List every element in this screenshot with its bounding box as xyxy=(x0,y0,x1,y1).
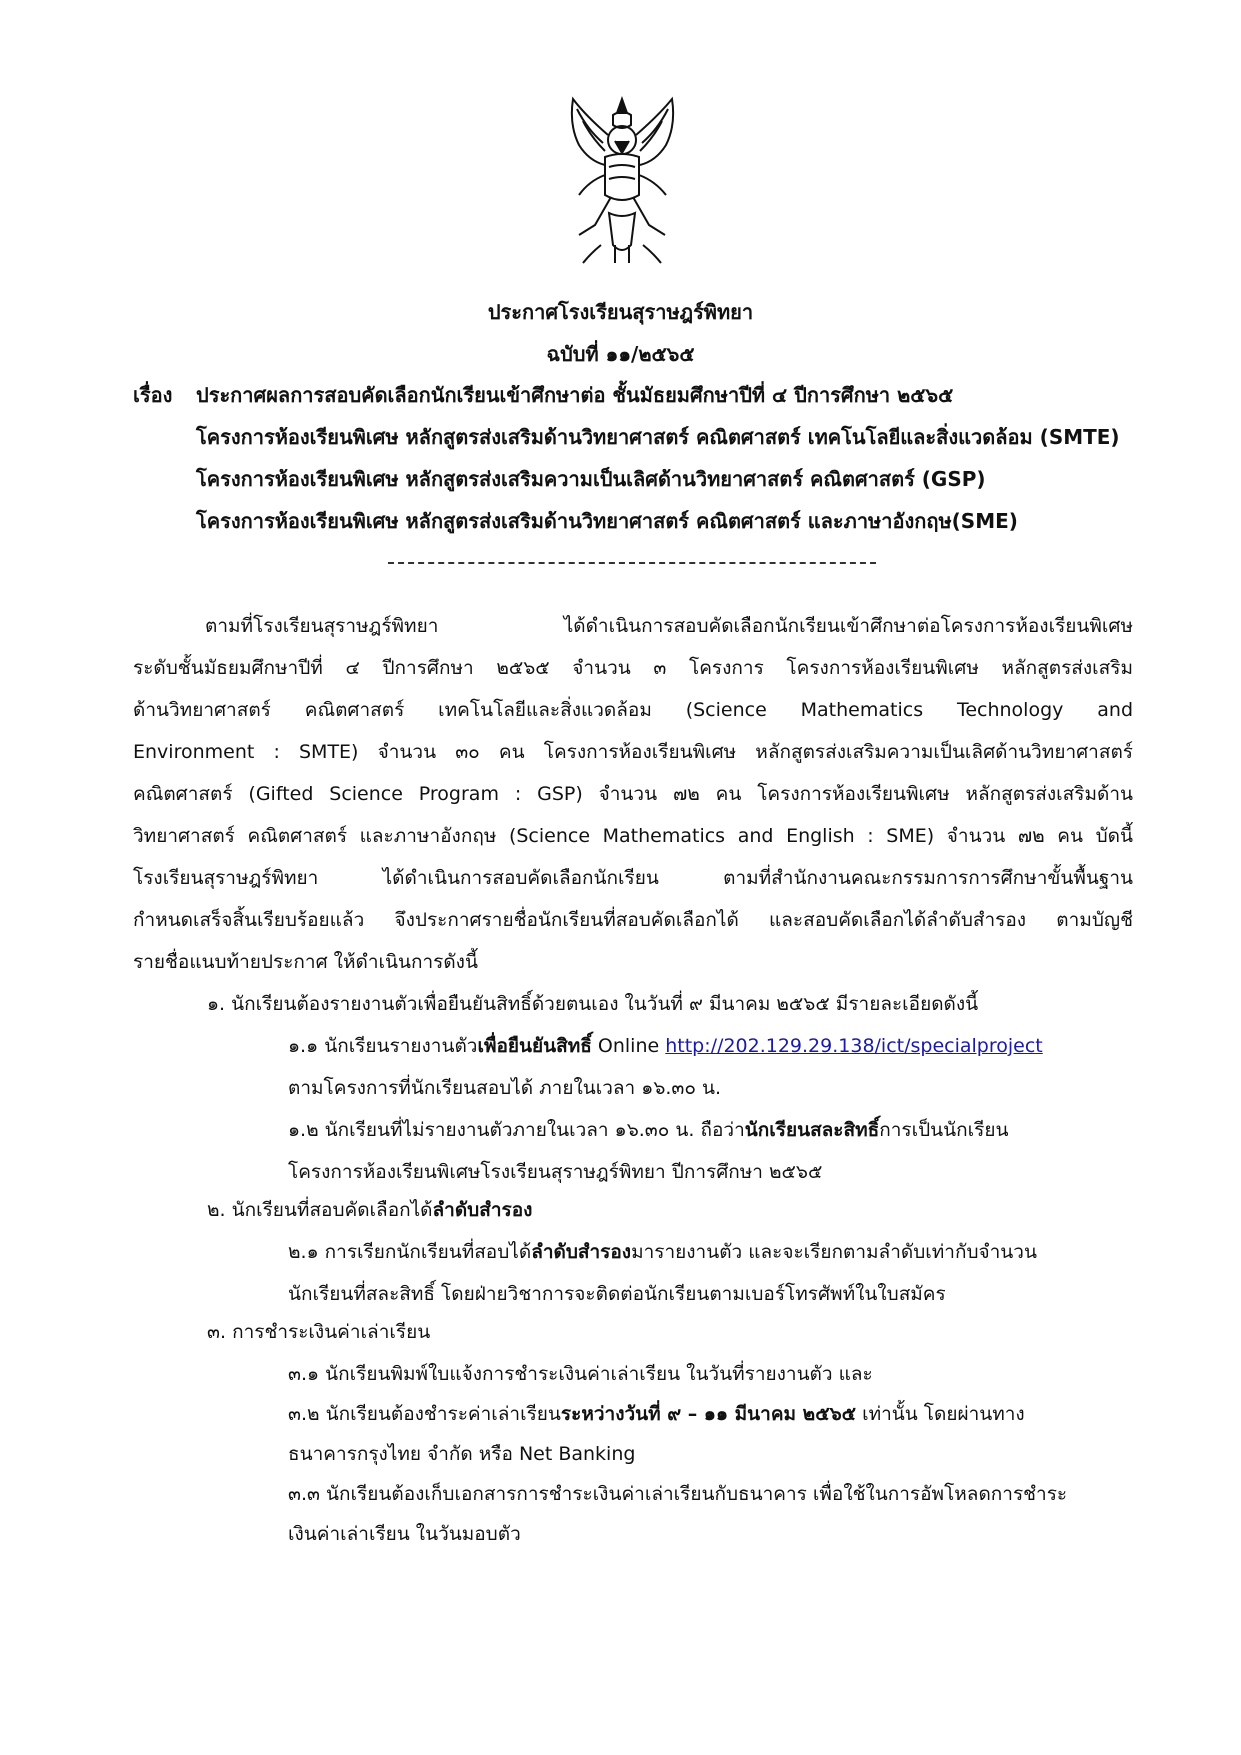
item-1-2-bold: นักเรียนสละสิทธิ์ xyxy=(744,1119,880,1141)
item-1-1-text-2: Online xyxy=(591,1035,666,1057)
item-1-1 xyxy=(288,1032,1043,1060)
item-3-2-text-2: เท่านั้น โดยผ่านทาง xyxy=(856,1403,1025,1425)
item-1-2 xyxy=(288,1116,1008,1144)
item-2 xyxy=(207,1196,532,1224)
subject-line: ประกาศผลการสอบคัดเลือกนักเรียนเข้าศึกษาต่อ ชั้นมัธยมศึกษาปีที่ ๔ ปีการศึกษา ๒๕๖๕ xyxy=(196,383,954,407)
item-1-2-text-2: การเป็นนักเรียน xyxy=(879,1119,1009,1141)
announcement-title: ประกาศโรงเรียนสุราษฎร์พิทยา xyxy=(487,300,754,324)
item-3-2-bold: ระหว่างวันที่ ๙ – ๑๑ มีนาคม ๒๕๖๕ xyxy=(560,1403,857,1425)
item-1-2-line-2: โครงการห้องเรียนพิเศษโรงเรียนสุราษฎร์พิทยา ปีการศึกษา ๒๕๖๕ xyxy=(288,1161,823,1183)
subject-line: โครงการห้องเรียนพิเศษ หลักสูตรส่งเสริมด้านวิทยาศาสตร์ คณิตศาสตร์ เทคโนโลยีและสิ่งแวดล้อม (SMTE) xyxy=(196,425,1120,449)
item-1-1-text: ๑.๑ นักเรียนรายงานตัว xyxy=(288,1035,478,1057)
item-2-text: ๒. นักเรียนที่สอบคัดเลือกได้ xyxy=(207,1199,433,1221)
item-1-1-line-2: ตามโครงการที่นักเรียนสอบได้ ภายในเวลา ๑๖.๓๐ น. xyxy=(288,1077,722,1099)
item-1: ๑. นักเรียนต้องรายงานตัวเพื่อยืนยันสิทธิ์ด้วยตนเอง ในวันที่ ๙ มีนาคม ๒๕๖๕ มีรายละเอียดดังนี้ xyxy=(207,993,979,1015)
item-2-1-text-2: มารายงานตัว และจะเรียกตามลำดับเท่ากับจำนวน xyxy=(631,1241,1037,1263)
paragraph-line: วิทยาศาสตร์ คณิตศาสตร์ และภาษาอังกฤษ (Science Mathematics and English : SME) จำนวน ๗๒ คน บัดนี้ xyxy=(133,825,1133,847)
paragraph-line: รายชื่อแนบท้ายประกาศ ให้ดำเนินการดังนี้ xyxy=(133,951,478,973)
garuda-emblem-icon xyxy=(565,95,680,265)
paragraph-line: คณิตศาสตร์ (Gifted Science Program : GSP) จำนวน ๗๒ คน โครงการห้องเรียนพิเศษ หลักสูตรส่งเสริมด้าน xyxy=(133,783,1133,805)
announcement-issue-number: ฉบับที่ ๑๑/๒๕๖๕ xyxy=(546,342,695,366)
dashed-divider xyxy=(388,562,876,564)
paragraph-line: ด้านวิทยาศาสตร์ คณิตศาสตร์ เทคโนโลยีและสิ่งแวดล้อม (Science Mathematics Technology and xyxy=(133,699,1133,721)
subject-line: โครงการห้องเรียนพิเศษ หลักสูตรส่งเสริมความเป็นเลิศด้านวิทยาศาสตร์ คณิตศาสตร์ (GSP) xyxy=(196,467,986,491)
item-3-1: ๓.๑ นักเรียนพิมพ์ใบแจ้งการชำระเงินค่าเล่าเรียน ในวันที่รายงานตัว และ xyxy=(288,1363,873,1385)
item-3-2-text: ๓.๒ นักเรียนต้องชำระค่าเล่าเรียน xyxy=(288,1403,561,1425)
paragraph-line: กำหนดเสร็จสิ้นเรียบร้อยแล้ว จึงประกาศรายชื่อนักเรียนที่สอบคัดเลือกได้ และสอบคัดเลือกได้ลำดับสำรอง ตามบัญชี xyxy=(133,909,1133,931)
item-3-3-line-2: เงินค่าเล่าเรียน ในวันมอบตัว xyxy=(288,1523,521,1545)
paragraph-line: Environment : SMTE) จำนวน ๓๐ คน โครงการห้องเรียนพิเศษ หลักสูตรส่งเสริมความเป็นเลิศด้านวิทยาศาสตร์ xyxy=(133,741,1133,763)
paragraph-line: โรงเรียนสุราษฎร์พิทยา ได้ดำเนินการสอบคัดเลือกนักเรียน ตามที่สำนักงานคณะกรรมการการศึกษาขั้นพื้นฐาน xyxy=(133,867,1133,889)
subject-line: โครงการห้องเรียนพิเศษ หลักสูตรส่งเสริมด้านวิทยาศาสตร์ คณิตศาสตร์ และภาษาอังกฤษ(SME) xyxy=(196,509,1018,533)
paragraph-line: ตามที่โรงเรียนสุราษฎร์พิทยา ได้ดำเนินการสอบคัดเลือกนักเรียนเข้าศึกษาต่อโครงการห้องเรียนพิเศษ xyxy=(205,615,1133,637)
item-3-3: ๓.๓ นักเรียนต้องเก็บเอกสารการชำระเงินค่าเล่าเรียนกับธนาคาร เพื่อใช้ในการอัพโหลดการชำระ xyxy=(288,1483,1068,1505)
subject-label: เรื่อง xyxy=(133,383,173,407)
item-3: ๓. การชำระเงินค่าเล่าเรียน xyxy=(207,1321,431,1343)
item-2-1-bold: ลำดับสำรอง xyxy=(531,1241,632,1263)
paragraph-line: ระดับชั้นมัธยมศึกษาปีที่ ๔ ปีการศึกษา ๒๕๖๕ จำนวน ๓ โครงการ โครงการห้องเรียนพิเศษ หลักสูตรส่งเสริม xyxy=(133,657,1133,679)
item-3-2 xyxy=(288,1400,1025,1428)
item-2-1-text: ๒.๑ การเรียกนักเรียนที่สอบได้ xyxy=(288,1241,532,1263)
item-2-bold: ลำดับสำรอง xyxy=(432,1199,533,1221)
item-3-2-line-2: ธนาคารกรุงไทย จำกัด หรือ Net Banking xyxy=(288,1443,636,1465)
special-project-link[interactable]: http://202.129.29.138/ict/specialproject xyxy=(665,1035,1043,1057)
item-2-1-line-2: นักเรียนที่สละสิทธิ์ โดยฝ่ายวิชาการจะติดต่อนักเรียนตามเบอร์โทรศัพท์ในใบสมัคร xyxy=(288,1283,946,1305)
item-1-1-bold: เพื่อยืนยันสิทธิ์ xyxy=(477,1035,592,1057)
item-1-2-text: ๑.๒ นักเรียนที่ไม่รายงานตัวภายในเวลา ๑๖.๓๐ น. ถือว่า xyxy=(288,1119,745,1141)
item-2-1 xyxy=(288,1238,1037,1266)
